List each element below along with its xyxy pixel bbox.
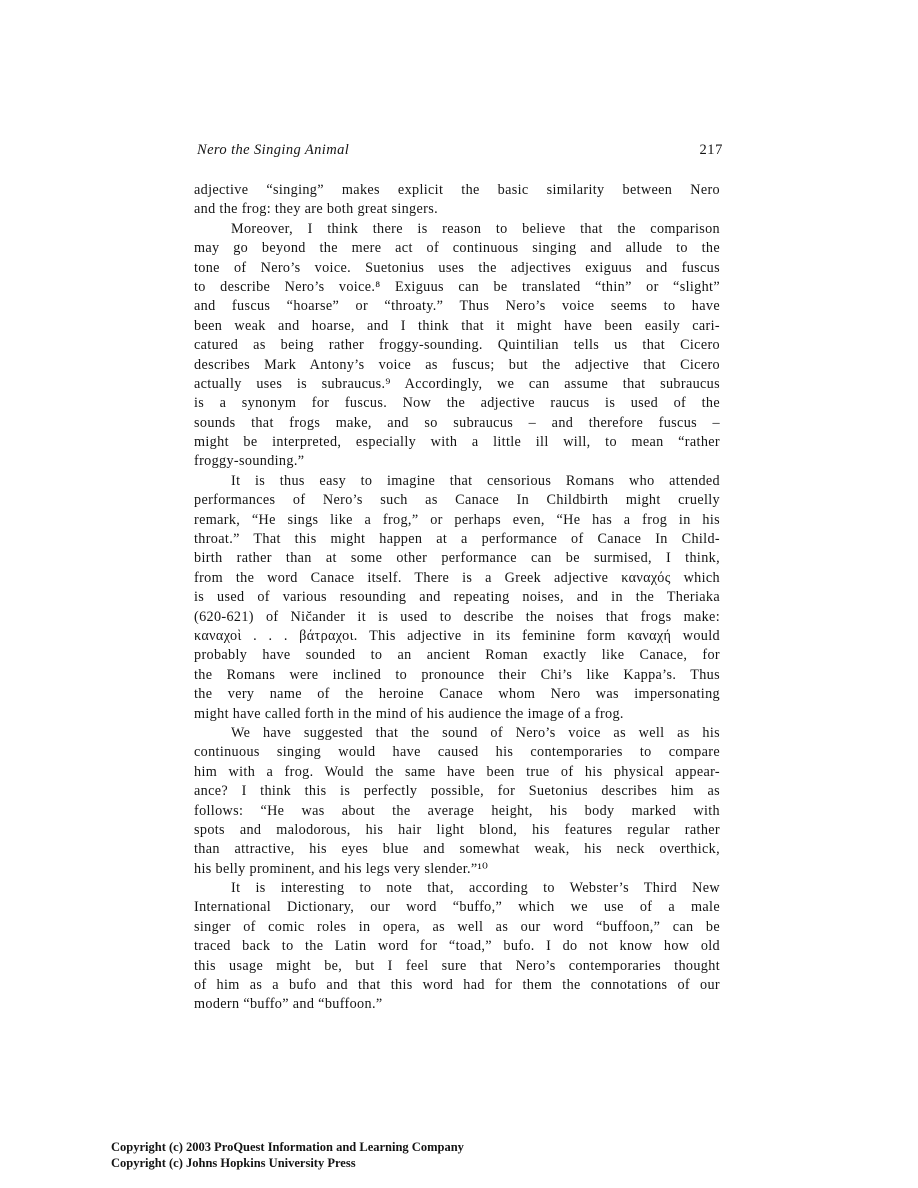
- text-line: birth rather than at some other performance can be surmised, I think,: [194, 550, 720, 567]
- text-line: is used of various resounding and repeating noises, and in the Theriaka: [194, 589, 720, 606]
- running-head: [197, 142, 723, 162]
- text-line: and fuscus “hoarse” or “throaty.” Thus Nero’s voice seems to have: [194, 298, 720, 315]
- page-number: 217: [699, 142, 723, 158]
- text-line: tone of Nero’s voice. Suetonius uses the adjectives exiguus and fuscus: [194, 259, 720, 276]
- text-line: actually uses is subraucus.⁹ Accordingly, we can assume that subraucus: [194, 375, 720, 392]
- text-line: ance? I think this is perfectly possible, for Suetonius describes him as: [194, 783, 720, 800]
- text-line: traced back to the Latin word for “toad,” bufo. I do not know how old: [194, 938, 720, 955]
- text-line: καναχοὶ . . . βάτραχοι. This adjective in its feminine form καναχή would: [194, 627, 720, 644]
- text-line: International Dictionary, our word “buffo,” which we use of a male: [194, 899, 720, 916]
- body-text: [194, 181, 720, 1015]
- copyright-line: Copyright (c) 2003 ProQuest Information and Learning Company: [111, 1140, 464, 1154]
- text-line: spots and malodorous, his hair light blond, his features regular rather: [194, 821, 720, 838]
- text-line: It is thus easy to imagine that censorious Romans who attended: [231, 472, 720, 489]
- text-line: Moreover, I think there is reason to believe that the comparison: [231, 220, 720, 237]
- running-title: Nero the Singing Animal: [197, 142, 350, 158]
- text-line: performances of Nero’s such as Canace In Childbirth might cruelly: [194, 492, 720, 509]
- text-line: catured as being rather froggy-sounding. Quintilian tells us that Cicero: [194, 337, 720, 354]
- text-line: It is interesting to note that, according to Webster’s Third New: [231, 880, 720, 897]
- text-line: his belly prominent, and his legs very slender.”¹⁰: [194, 860, 489, 877]
- text-line: to describe Nero’s voice.⁸ Exiguus can be translated “thin” or “slight”: [194, 278, 720, 295]
- text-line: of him as a bufo and that this word had for them the connotations of our: [194, 977, 720, 994]
- text-line: and the frog: they are both great singers.: [194, 201, 438, 218]
- text-line: We have suggested that the sound of Nero’s voice as well as his: [231, 724, 720, 741]
- text-line: continuous singing would have caused his contemporaries to compare: [194, 744, 720, 761]
- text-line: describes Mark Antony’s voice as fuscus; but the adjective that Cicero: [194, 356, 720, 373]
- copyright-line: Copyright (c) Johns Hopkins University Press: [111, 1155, 356, 1170]
- text-line: (620-621) of Nic̆ander it is used to describe the noises that frogs make:: [194, 608, 720, 625]
- text-line: him with a frog. Would the same have been true of his physical appear-: [194, 763, 720, 780]
- text-line: may go beyond the mere act of continuous singing and allude to the: [194, 240, 720, 257]
- text-line: probably have sounded to an ancient Roman exactly like Canace, for: [194, 647, 720, 664]
- text-line: been weak and hoarse, and I think that it might have been easily cari-: [194, 317, 720, 334]
- text-line: than attractive, his eyes blue and somewhat weak, his neck overthick,: [194, 841, 720, 858]
- text-line: singer of comic roles in opera, as well as our word “buffoon,” can be: [194, 918, 720, 935]
- text-line: this usage might be, but I feel sure that Nero’s contemporaries thought: [194, 957, 720, 974]
- text-line: the very name of the heroine Canace whom Nero was impersonating: [194, 686, 720, 703]
- text-line: follows: “He was about the average height, his body marked with: [194, 802, 720, 819]
- text-line: is a synonym for fuscus. Now the adjective raucus is used of the: [194, 395, 720, 412]
- copyright-notice: [111, 1140, 464, 1171]
- text-line: the Romans were inclined to pronounce their Chi’s like Kappa’s. Thus: [194, 666, 720, 683]
- text-line: modern “buffo” and “buffoon.”: [194, 996, 383, 1013]
- text-line: might be interpreted, especially with a little ill will, to mean “rather: [194, 434, 720, 451]
- text-line: remark, “He sings like a frog,” or perhaps even, “He has a frog in his: [194, 511, 720, 528]
- text-line: froggy-sounding.”: [194, 453, 305, 470]
- text-line: from the word Canace itself. There is a Greek adjective καναχός which: [194, 569, 720, 586]
- text-line: adjective “singing” makes explicit the basic similarity between Nero: [194, 182, 720, 198]
- text-line: might have called forth in the mind of his audience the image of a frog.: [194, 705, 624, 722]
- text-line: throat.” That this might happen at a performance of Canace In Child-: [194, 531, 720, 548]
- text-line: sounds that frogs make, and so subraucus – and therefore fuscus –: [194, 414, 720, 431]
